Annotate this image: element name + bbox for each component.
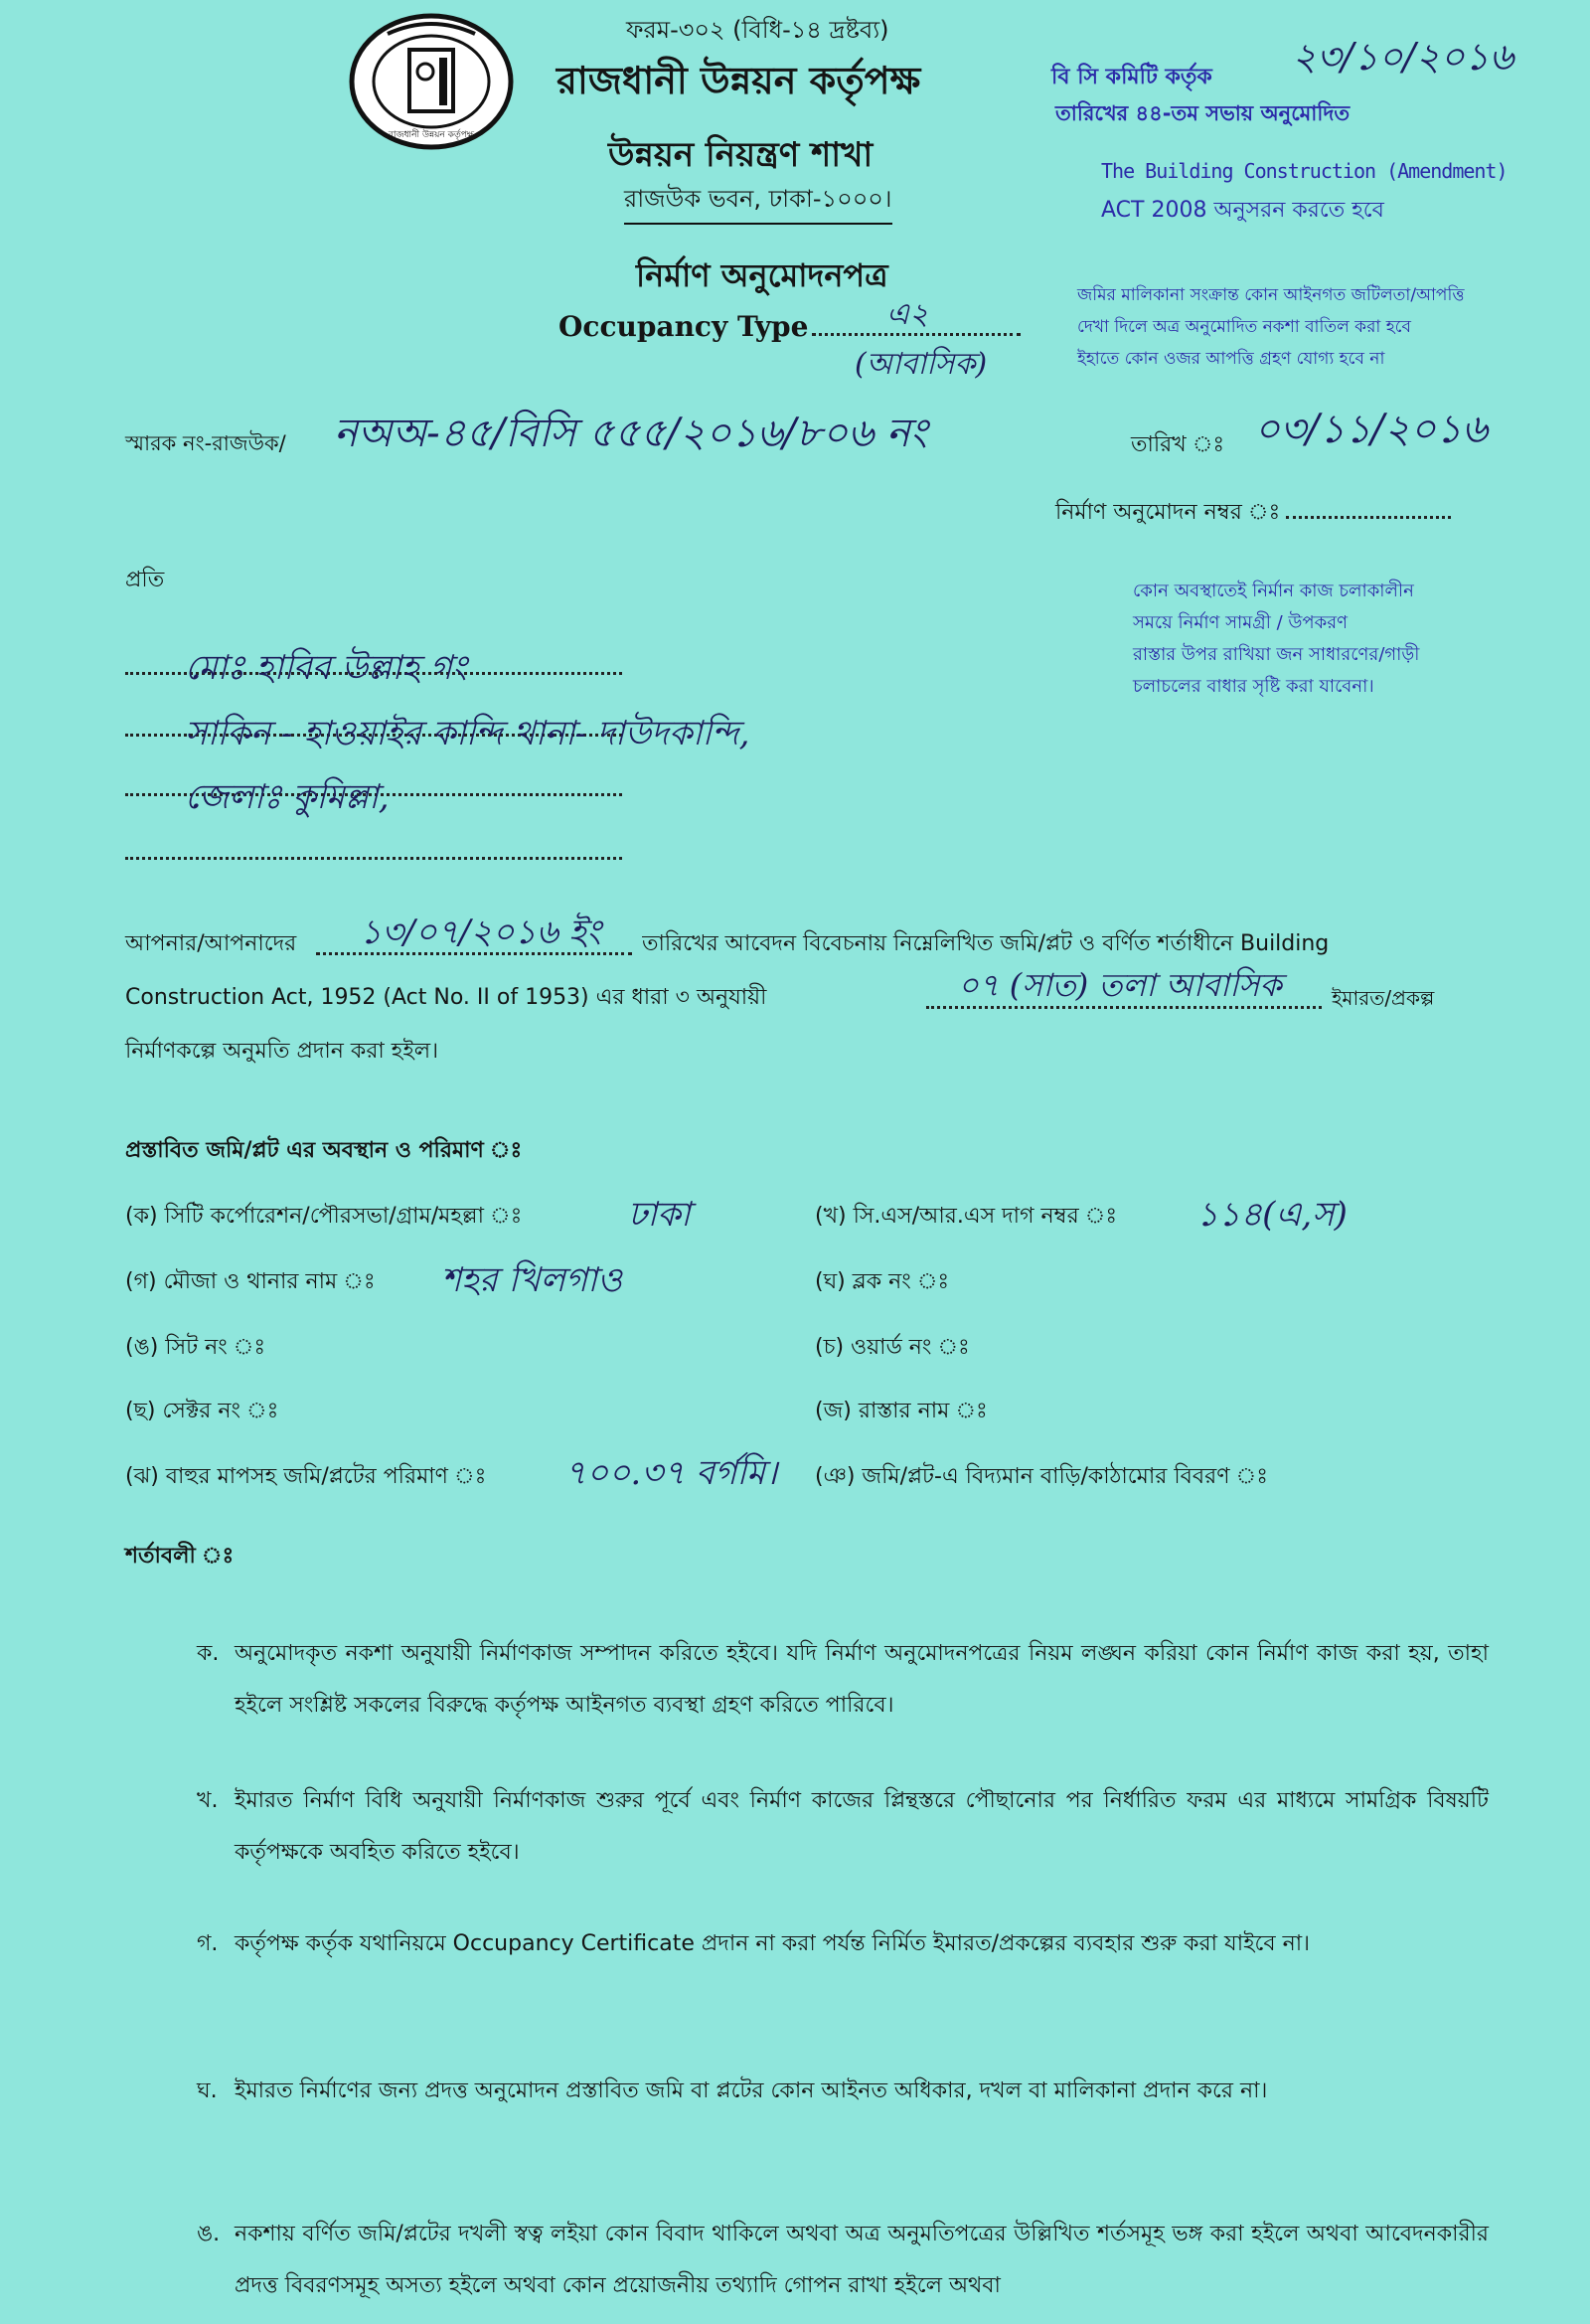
floors-value: ০৭ (সাত) তলা আবাসিক — [958, 966, 1282, 1004]
address: রাজউক ভবন, ঢাকা-১০০০। — [624, 181, 892, 225]
plot-city-label: (ক) সিটি কর্পোরেশন/পৌরসভা/গ্রাম/মহল্লা ঃ — [125, 1204, 523, 1229]
plot-city-value: ঢাকা — [628, 1195, 691, 1235]
plot-mouza-value: শহর খিলগাও — [441, 1260, 623, 1300]
recipient-name: মোঃ হাবিব উল্লাহ গং — [185, 648, 467, 688]
memo-number: নঅঅ-৪৫/বিসি ৫৫৫/২০১৬/৮০৬ নং — [334, 411, 927, 456]
plot-area-value: ৭০০.৩৭ বর্গমি। — [564, 1453, 778, 1493]
body-part2: তারিখের আবেদন বিবেচনায় নিম্নেলিখিত জমি/প্লট ও বর্ণিত শর্তাধীনে Building — [642, 931, 1330, 956]
act-stamp-line2: ACT 2008 অনুসরন করতে হবে — [1101, 198, 1384, 223]
body-part3: Construction Act, 1952 (Act No. II of 1953) এর ধারা ৩ অনুযায়ী — [125, 985, 767, 1010]
date-label: তারিখ ঃ — [1131, 432, 1225, 457]
approval-number-label — [1055, 495, 1451, 532]
ownership-stamp-line1: জমির মালিকানা সংক্রান্ত কোন আইনগত জটিলতা/আপত্তি — [1077, 285, 1465, 305]
plot-heading: প্রস্তাবিত জমি/প্লট এর অবস্থান ও পরিমাণ ঃ — [125, 1138, 523, 1163]
road-stamp-line2: সময়ে নির্মাণ সামগ্রী / উপকরণ — [1133, 612, 1349, 633]
body-part1: আপনার/আপনাদের — [125, 931, 297, 956]
recipient-address2: জেলাঃ কুমিল্লা, — [185, 777, 390, 817]
committee-stamp-line1: বি সি কমিটি কর্তৃক — [1051, 65, 1212, 89]
condition-ga — [197, 1918, 1489, 2028]
logo-ring-text: রাজধানী উন্নয়ন কর্তৃপক্ষ — [388, 130, 475, 140]
condition-marker: ঘ. — [197, 2078, 218, 2103]
condition-ka — [197, 1628, 1489, 1738]
committee-stamp-line2: তারিখের ৪৪-তম সভায় অনুমোদিত — [1055, 101, 1351, 125]
occupancy-code: এ২ — [886, 297, 929, 332]
approval-number-dots — [1286, 516, 1451, 519]
condition-marker: ঙ. — [197, 2222, 221, 2246]
branch-name: উন্নয়ন নিয়ন্ত্রণ শাখা — [608, 135, 874, 175]
form-number: ফরম-৩০২ (বিধি-১৪ দ্রষ্টব্য) — [626, 16, 889, 44]
memo-date: ০৩/১১/২০১৬ — [1254, 407, 1488, 452]
condition-umo — [197, 2209, 1489, 2318]
occupancy-label — [558, 310, 1021, 343]
org-name: রাজধানী উন্নয়ন কর্তৃপক্ষ — [556, 59, 921, 102]
road-stamp-line1: কোন অবস্থাতেই নির্মান কাজ চলাকালীন — [1133, 581, 1414, 601]
memo-label: স্মারক নং-রাজউক/ — [125, 431, 286, 455]
committee-date: ২৩/১০/২০১৬ — [1292, 35, 1514, 79]
to-label: প্রতি — [125, 568, 165, 592]
condition-gha — [197, 2066, 1489, 2175]
road-stamp-line3: রাস্তার উপর রাখিয়া জন সাধারণের/গাড়ী — [1133, 644, 1420, 665]
condition-kha — [197, 1775, 1489, 1885]
condition-marker: গ. — [197, 1931, 219, 1956]
rajuk-logo — [348, 12, 515, 151]
condition-text: নকশায় বর্ণিত জমি/প্লটের দখলী স্বত্ব লইয়া কোন বিবাদ থাকিলে অথবা অত্র অনুমতিপত্রের উল্লিখিত শর্তসমূহ ভঙ্গ করা হইলে অথবা আবেদনকারীর প্রদত্ত বিবরণসমূহ অসত্য হইলে অথবা কোন প্রয়োজনীয় তথ্যাদি গোপন রাখা হইলে অথবা — [235, 2222, 1489, 2298]
plot-road-label: (জ) রাস্তার নাম ঃ — [815, 1399, 988, 1423]
occupancy-value: (আবাসিক) — [855, 347, 988, 382]
condition-text: কর্তৃপক্ষ কর্তৃক যথানিয়মে Occupancy Certificate প্রদান না করা পর্যন্ত নির্মিত ইমারত/প্রকল্পের ব্যবহার শুরু করা যাইবে না। — [235, 1931, 1310, 1956]
plot-dag-value: ১১৪(এ,স) — [1196, 1195, 1348, 1235]
road-stamp-line4: চলাচলের বাধার সৃষ্টি করা যাবেনা। — [1133, 676, 1374, 697]
ownership-stamp-line3: ইহাতে কোন ওজর আপত্তি গ্রহণ যোগ্য হবে না — [1077, 349, 1385, 369]
plot-ward-label: (চ) ওয়ার্ড নং ঃ — [815, 1335, 970, 1360]
recipient-line4-rule — [125, 857, 622, 860]
recipient-address1: সাকিন - হাওয়াইর কান্দি থানা- দাউদকান্দি, — [185, 714, 750, 753]
condition-marker: খ. — [197, 1788, 219, 1813]
body-part5: নির্মাণকল্পে অনুমতি প্রদান করা হইল। — [125, 1039, 439, 1064]
plot-mouza-label: (গ) মৌজা ও থানার নাম ঃ — [125, 1269, 376, 1294]
ownership-stamp-line2: দেখা দিলে অত্র অনুমোদিত নকশা বাতিল করা হবে — [1077, 317, 1411, 337]
body-part4: ইমারত/প্রকল্প — [1332, 986, 1435, 1010]
plot-area-label: (ঝ) বাহুর মাপসহ জমি/প্লটের পরিমাণ ঃ — [125, 1464, 487, 1489]
document-title: নির্মাণ অনুমোদনপত্র — [636, 256, 888, 294]
plot-block-label: (ঘ) ব্লক নং ঃ — [815, 1269, 950, 1294]
condition-text: ইমারত নির্মাণের জন্য প্রদত্ত অনুমোদন প্রস্তাবিত জমি বা প্লটের কোন আইনত অধিকার, দখল বা মালিকানা প্রদান করে না। — [235, 2078, 1268, 2103]
approval-number-label-text: নির্মাণ অনুমোদন নম্বর ঃ — [1055, 500, 1281, 525]
occupancy-label-text: Occupancy Type — [558, 310, 809, 343]
act-stamp-line1: The Building Construction (Amendment) — [1101, 159, 1508, 183]
plot-sector-label: (ছ) সেক্টর নং ঃ — [125, 1399, 279, 1423]
conditions-heading: শর্তাবলী ঃ — [125, 1544, 235, 1569]
plot-sheet-label: (ঙ) সিট নং ঃ — [125, 1335, 266, 1360]
condition-text: অনুমোদকৃত নকশা অনুযায়ী নির্মাণকাজ সম্পাদন করিতে হইবে। যদি নির্মাণ অনুমোদনপত্রের নিয়ম লঙ্ঘন করিয়া কোন নির্মাণ কাজ করা হয়, তাহা হইলে সংশ্লিষ্ট সকলের বিরুদ্ধে কর্তৃপক্ষ আইনগত ব্যবস্থা গ্রহণ করিতে পারিবে। — [235, 1641, 1489, 1718]
condition-text: ইমারত নির্মাণ বিধি অনুযায়ী নির্মাণকাজ শুরুর পূর্বে এবং নির্মাণ কাজের প্লিন্থস্তরে পৌছানোর পর নির্ধারিত ফরম এর মাধ্যমে সামগ্রিক বিষয়টি কর্তৃপক্ষকে অবহিত করিতে হইবে। — [235, 1788, 1489, 1865]
condition-marker: ক. — [197, 1641, 220, 1666]
application-date: ১৩/০৭/২০১৬ ইং — [360, 913, 601, 952]
plot-dag-label: (খ) সি.এস/আর.এস দাগ নম্বর ঃ — [815, 1204, 1118, 1229]
plot-structure-label: (ঞ) জমি/প্লট-এ বিদ্যমান বাড়ি/কাঠামোর বিবরণ ঃ — [815, 1464, 1268, 1489]
